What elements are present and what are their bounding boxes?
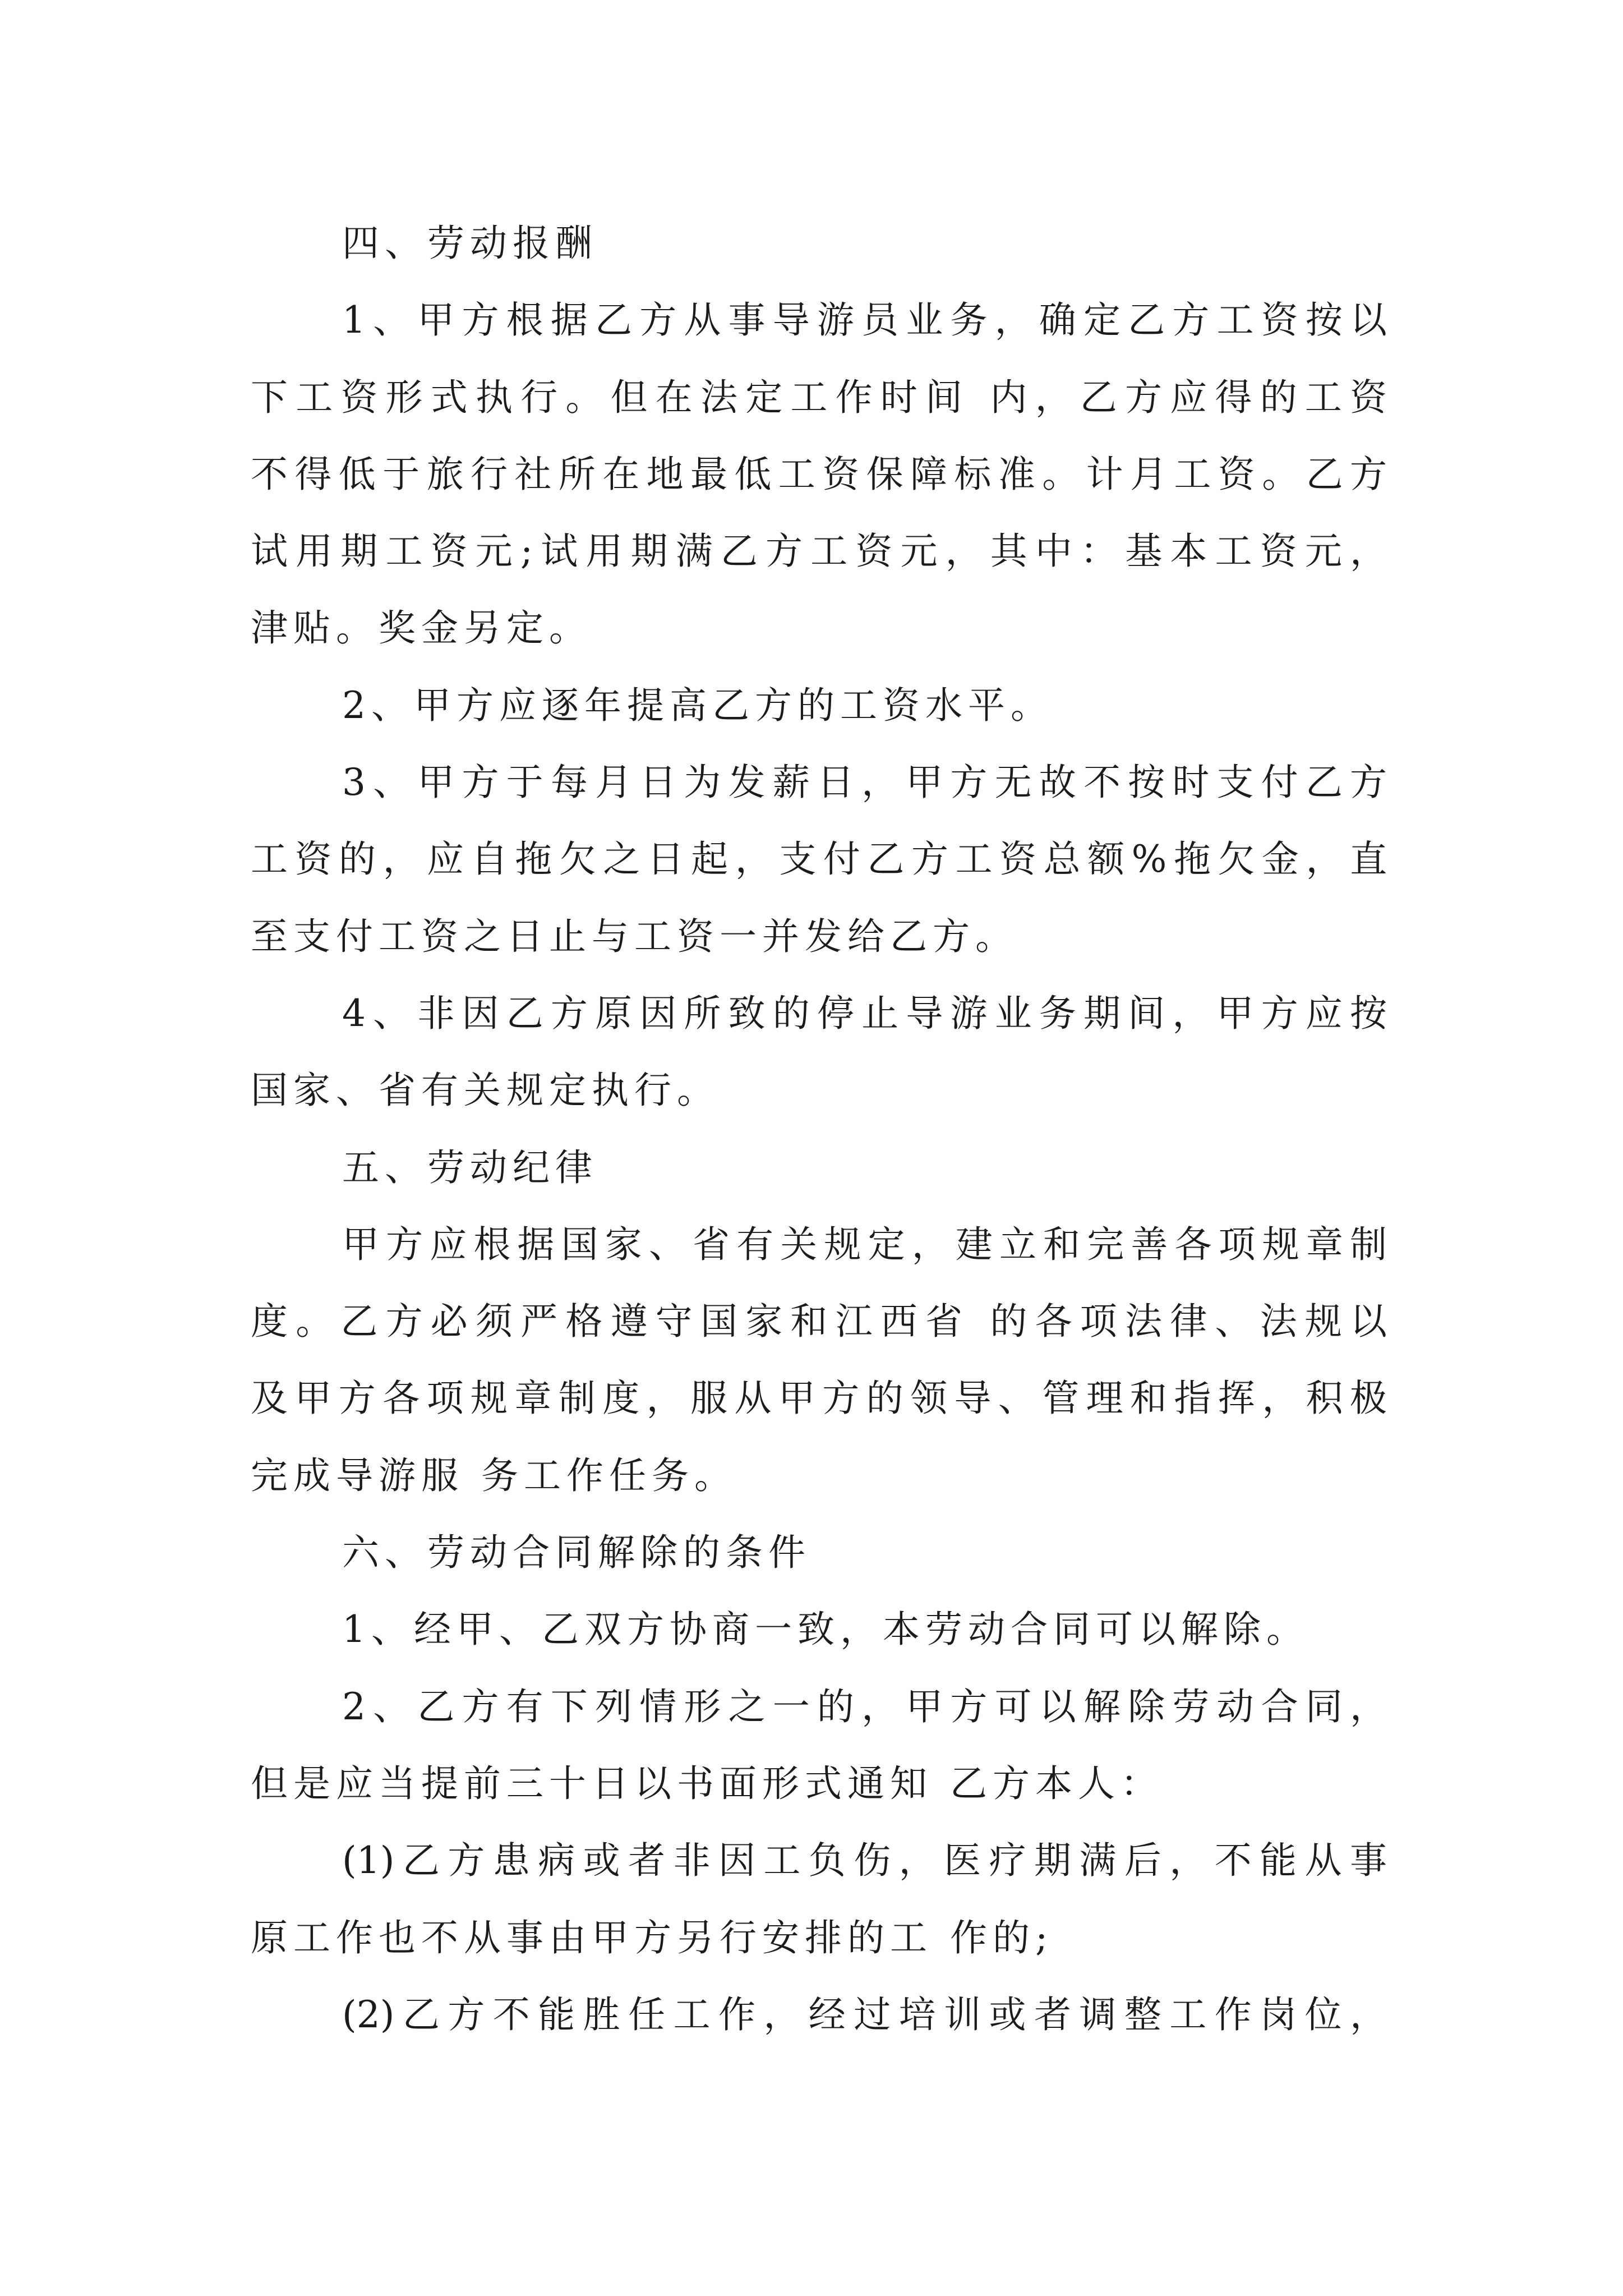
text-line: 下工资形式执行。但在法定工作时间 内，乙方应得的工资 [251,375,1387,419]
text-line: 甲方应根据国家、省有关规定，建立和完善各项规章制 [342,1222,1387,1266]
text-line: 2、乙方有下列情形之一的，甲方可以解除劳动合同， [342,1685,1387,1728]
document-body [251,205,1387,2053]
text-line: 完成导游服 务工作任务。 [251,1453,737,1497]
paragraph [251,1668,1387,1823]
paragraph [251,282,1387,666]
text-line: 至支付工资之日止与工资一并发给乙方。 [251,914,1018,958]
text-line: 4、非因乙方原因所致的停止导游业务期间，甲方应按 [342,991,1387,1035]
text-line: (1)乙方患病或者非因工负伤，医疗期满后，不能从事 [342,1839,1387,1883]
paragraph [251,975,1387,1129]
section-heading: 五、劳动纪律 [342,1145,598,1189]
text-line: 国家、省有关规定执行。 [251,1069,720,1112]
text-line: 津贴。奖金另定。 [251,606,592,650]
paragraph [251,1822,1387,1976]
text-line: 度。乙方必须严格遵守国家和江西省 的各项法律、法规以 [251,1300,1387,1343]
text-line: 1、经甲、乙双方协商一致，本劳动合同可以解除。 [342,1608,1309,1651]
paragraph [251,1591,1387,1668]
text-line: 原工作也不从事由甲方另行安排的工 作的; [251,1916,1054,1959]
section-heading-block [251,1514,1387,1591]
text-line: 1、甲方根据乙方从事导游员业务，确定乙方工资按以 [342,298,1387,342]
text-line: 及甲方各项规章制度，服从甲方的领导、管理和指挥，积极 [251,1377,1387,1420]
paragraph [251,744,1387,975]
paragraph [251,1206,1387,1514]
text-line: 不得低于旅行社所在地最低工资保障标准。计月工资。乙方 [251,452,1387,496]
section-heading: 四、劳动报酬 [342,222,598,265]
section-heading-block [251,1129,1387,1206]
text-line: 试用期工资元;试用期满乙方工资元，其中：基本工资元， [251,530,1387,573]
text-line: 2、甲方应逐年提高乙方的工资水平。 [342,683,1053,727]
paragraph [251,1976,1387,2053]
text-line: (2)乙方不能胜任工作，经过培训或者调整工作岗位， [342,1993,1387,2036]
paragraph [251,667,1387,744]
section-heading-block [251,205,1387,282]
text-line: 工资的，应自拖欠之日起，支付乙方工资总额%拖欠金，直 [251,838,1387,881]
section-heading: 六、劳动合同解除的条件 [342,1531,811,1575]
text-line: 3、甲方于每月日为发薪日，甲方无故不按时支付乙方 [342,761,1387,804]
text-line: 但是应当提前三十日以书面形式通知 乙方本人： [251,1761,1163,1805]
